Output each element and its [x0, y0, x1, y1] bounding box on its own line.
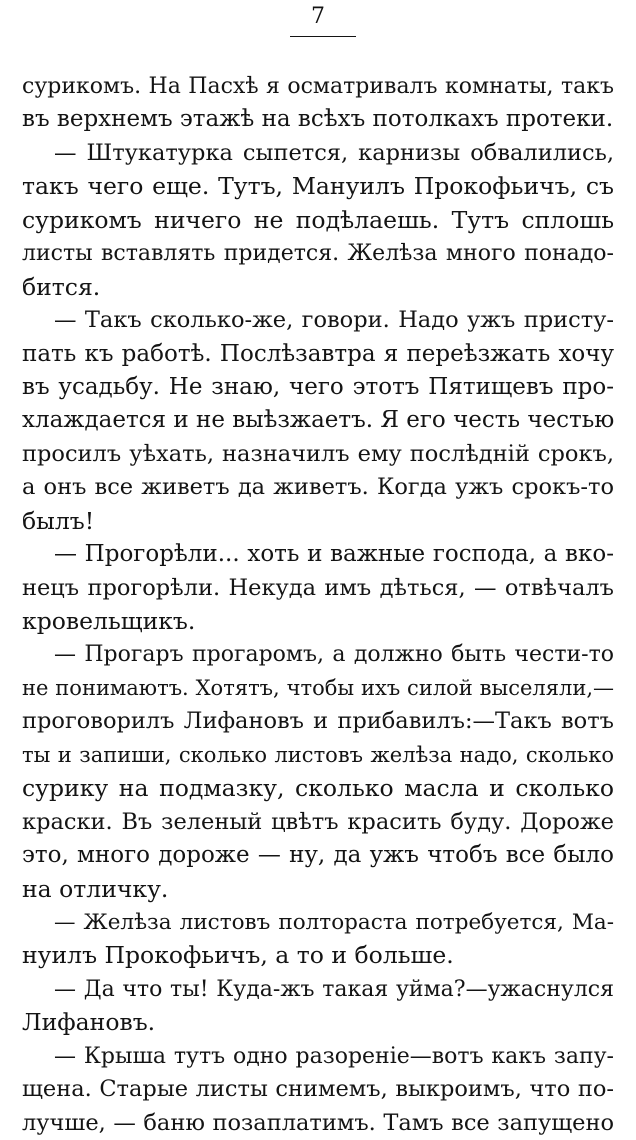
text-line: — Прогорѣли... хоть и важные господа, а вко-: [54, 541, 614, 568]
text-line: краски. Въ зеленый цвѣтъ красить буду. Дороже: [22, 808, 614, 835]
page-number-rule: [290, 36, 356, 37]
text-line: не понимаютъ. Хотятъ, чтобы ихъ силой выселяли,—: [22, 675, 614, 700]
body-text: [22, 70, 614, 1140]
page-number: 7: [311, 4, 325, 29]
text-line: — Такъ сколько-же, говори. Надо ужъ присту-: [54, 307, 614, 334]
text-line: нуилъ Прокофьичъ, а то и больше.: [22, 941, 454, 970]
text-line: хлаждается и не выѣзжаетъ. Я его честь честью: [22, 407, 614, 434]
text-line: щена. Старые листы снимемъ, выкроимъ, что по-: [22, 1076, 614, 1103]
text-line: лучше, — баню позаплатимъ. Тамъ все запущено: [22, 1109, 614, 1136]
text-line: проговорилъ Лифановъ и прибавилъ:—Такъ вотъ: [22, 708, 614, 735]
text-line: кровельщикъ.: [22, 607, 196, 635]
text-line: сурикомъ ничего не подѣлаешь. Тутъ сплошь: [22, 205, 614, 234]
text-line: просилъ уѣхать, назначилъ ему послѣднiй срокъ,: [22, 440, 614, 467]
text-line: сурикомъ. На Пасхѣ я осматривалъ комнаты, такъ: [22, 74, 614, 99]
text-line: — Да что ты! Куда-жъ такая уйма?—ужаснулся: [54, 976, 614, 1002]
text-line: Лифановъ.: [22, 1008, 156, 1037]
text-line: въ усадьбу. Не знаю, чего этотъ Пятищевъ про-: [22, 373, 614, 400]
text-line: нецъ прогорѣли. Некуда имъ дѣться, — отвѣчалъ: [22, 574, 614, 601]
text-line: въ верхнемъ этажѣ на всѣхъ потолкахъ протеки.: [22, 106, 614, 133]
text-line: бится.: [22, 272, 101, 301]
text-line: на отличку.: [22, 874, 169, 903]
text-line: это, много дороже — ну, да ужъ чтобъ все было: [22, 842, 614, 869]
text-line: — Прогаръ прогаромъ, а должно быть чести-то: [54, 642, 614, 668]
text-line: такъ чего еще. Тутъ, Мануилъ Прокофьичъ, съ: [22, 172, 614, 201]
text-line: листы вставлять придется. Желѣза много понадо-: [22, 241, 614, 267]
text-line: — Желѣза листовъ полтораста потребуется, Ма-: [54, 909, 614, 935]
text-line: сурику на подмазку, сколько масла и сколько: [22, 774, 614, 803]
text-line: — Штукатурка сыпется, карнизы обвалились,: [54, 139, 614, 166]
text-line: пать къ работѣ. Послѣзавтра я переѣзжать хочу: [22, 340, 614, 367]
text-line: — Крыша тутъ одно разоренiе—вотъ какъ запу-: [54, 1043, 614, 1069]
text-line: ты и запиши, сколько листовъ желѣза надо, сколько: [22, 742, 614, 767]
text-line: а онъ все живетъ да живетъ. Когда ужъ срокъ-то: [22, 474, 614, 501]
text-line: былъ!: [22, 506, 95, 535]
